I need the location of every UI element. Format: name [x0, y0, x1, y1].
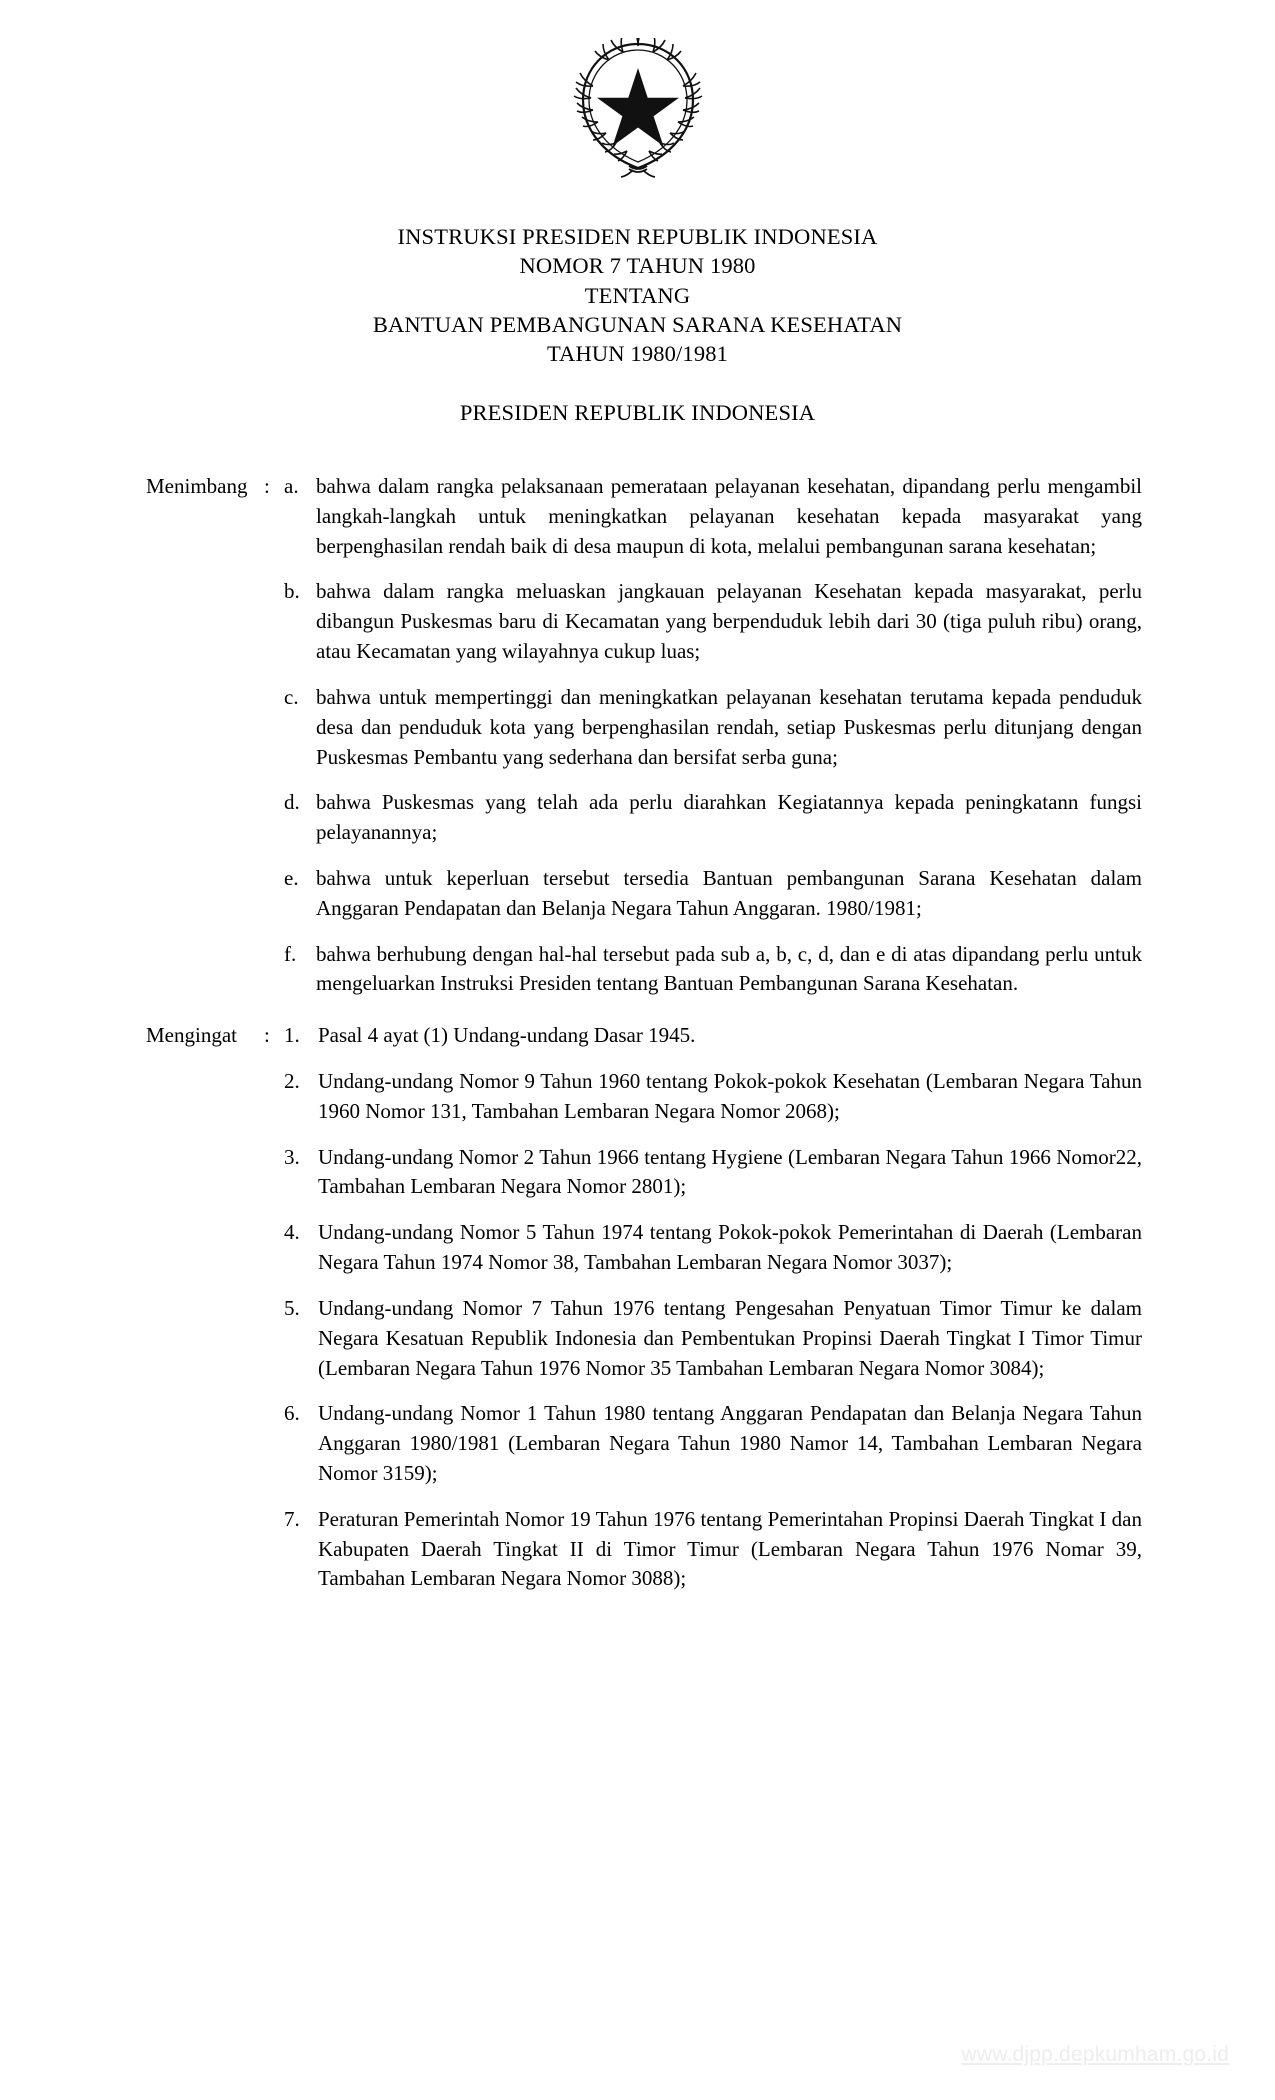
section-mengingat: [0, 1021, 1275, 1594]
issuer-heading: PRESIDEN REPUBLIK INDONESIA: [459, 400, 816, 425]
title-line-2: NOMOR 7 TAHUN 1980: [519, 253, 756, 279]
title-line-1: INSTRUKSI PRESIDEN REPUBLIK INDONESIA: [397, 224, 878, 249]
clause-row: [0, 788, 1275, 848]
garuda-star-wreath-icon: [563, 38, 713, 178]
clause-text: Undang-undang Nomor 7 Tahun 1976 tentang Pengesahan Penyatuan Timor Timur ke dalam Negara Kesatuan Republik Indonesia dan Pembentukan Propinsi Daerah Tingkat I Timor Timur (Lembaran Negara Tahun 1976 Nomor 35 Tambahan Lembaran Negara Nomor 3084);: [318, 1295, 1142, 1380]
clause-row: [0, 1067, 1275, 1127]
clause-marker: 5.: [284, 1295, 300, 1320]
document-body: [0, 472, 1275, 1594]
issuer-heading-block: [0, 400, 1275, 426]
clause-marker: 6.: [284, 1401, 300, 1426]
clause-marker: d.: [284, 790, 300, 815]
clause-row: [0, 1399, 1275, 1488]
clause-row: [0, 1294, 1275, 1383]
clause-text: bahwa dalam rangka meluaskan jangkauan pelayanan Kesehatan kepada masyarakat, perlu dibangun Puskesmas baru di Kecamatan yang berpenduduk lebih dari 30 (tiga puluh ribu) orang, atau Kecamatan yang wilayahnya cukup luas;: [316, 579, 1142, 664]
title-line-5: TAHUN 1980/1981: [546, 341, 729, 366]
title-line-3: TENTANG: [584, 282, 691, 308]
source-watermark: www.djpp.depkumham.go.id: [961, 2043, 1229, 2066]
clause-row: [0, 1021, 1275, 1051]
clause-marker: 3.: [284, 1144, 300, 1169]
emblem-container: [0, 38, 1275, 178]
clause-text: bahwa untuk keperluan tersebut tersedia Bantuan pembangunan Sarana Kesehatan dalam Anggaran Pendapatan dan Belanja Negara Tahun Anggaran. 1980/1981;: [316, 865, 1142, 920]
clause-text: Pasal 4 ayat (1) Undang-undang Dasar 1945.: [318, 1023, 696, 1048]
clause-marker: 4.: [284, 1220, 300, 1245]
clause-row: [0, 472, 1275, 561]
section-colon: :: [264, 474, 270, 498]
section-label-mengingat: Mengingat: [146, 1023, 237, 1048]
clause-marker: 1.: [284, 1023, 300, 1048]
clause-text: bahwa berhubung dengan hal-hal tersebut pada sub a, b, c, d, dan e di atas dipandang perlu untuk mengeluarkan Instruksi Presiden tentang Bantuan Pembangunan Sarana Kesehatan.: [316, 941, 1142, 996]
clause-row: [0, 1143, 1275, 1203]
clause-marker: 7.: [284, 1506, 300, 1531]
clause-row: [0, 1218, 1275, 1278]
clause-marker: e.: [284, 865, 299, 890]
clause-text: bahwa dalam rangka pelaksanaan pemerataan pelayanan kesehatan, dipandang perlu mengambil langkah-langkah untuk meningkatkan pelayanan kesehatan kepada masyarakat yang berpenghasilan rendah baik di desa maupun di kota, melalui pembangunan sarana kesehatan;: [316, 474, 1142, 558]
clause-marker: f.: [284, 941, 297, 966]
clause-text: Undang-undang Nomor 9 Tahun 1960 tentang Pokok-pokok Kesehatan (Lembaran Negara Tahun 1960 Nomor 131, Tambahan Lembaran Negara Nomor 2068);: [318, 1069, 1142, 1123]
document-title-block: [0, 222, 1275, 368]
title-line-4: BANTUAN PEMBANGUNAN SARANA KESEHATAN: [372, 311, 903, 337]
clause-text: bahwa Puskesmas yang telah ada perlu diarahkan Kegiatannya kepada peningkatann fungsi pelayanannya;: [316, 790, 1142, 845]
section-label-menimbang: Menimbang: [146, 474, 248, 498]
clause-row: [0, 577, 1275, 666]
clause-marker: 2.: [284, 1069, 300, 1093]
clause-text: Undang-undang Nomor 5 Tahun 1974 tentang Pokok-pokok Pemerintahan di Daerah (Lembaran Negara Tahun 1974 Nomor 38, Tambahan Lembaran Negara Nomor 3037);: [318, 1220, 1142, 1275]
clause-row: [0, 940, 1275, 1000]
clause-text: Undang-undang Nomor 1 Tahun 1980 tentang Anggaran Pendapatan dan Belanja Negara Tahun Anggaran 1980/1981 (Lembaran Negara Tahun 1980 Namor 14, Tambahan Lembaran Negara Nomor 3159);: [318, 1401, 1142, 1485]
clause-row: [0, 864, 1275, 924]
clause-marker: b.: [284, 579, 300, 604]
clause-row: [0, 1505, 1275, 1594]
clause-marker: a.: [284, 474, 299, 498]
clause-text: Undang-undang Nomor 2 Tahun 1966 tentang Hygiene (Lembaran Negara Tahun 1966 Nomor22, Tambahan Lembaran Negara Nomor 2801);: [318, 1144, 1142, 1199]
clause-row: [0, 683, 1275, 772]
clause-text: Peraturan Pemerintah Nomor 19 Tahun 1976 tentang Pemerintahan Propinsi Daerah Tingkat I dan Kabupaten Daerah Tingkat II di Timor Timur (Lembaran Negara Tahun 1976 Nomar 39, Tambahan Lembaran Negara Nomor 3088);: [318, 1506, 1142, 1591]
clause-text: bahwa untuk mempertinggi dan meningkatkan pelayanan kesehatan terutama kepada penduduk desa dan penduduk kota yang berpenghasilan rendah, setiap Puskesmas perlu ditunjang dengan Puskesmas Pembantu yang sederhana dan bersifat serba guna;: [316, 684, 1142, 769]
section-colon: :: [264, 1023, 270, 1048]
section-menimbang: [0, 472, 1275, 999]
clause-marker: c.: [284, 684, 299, 709]
